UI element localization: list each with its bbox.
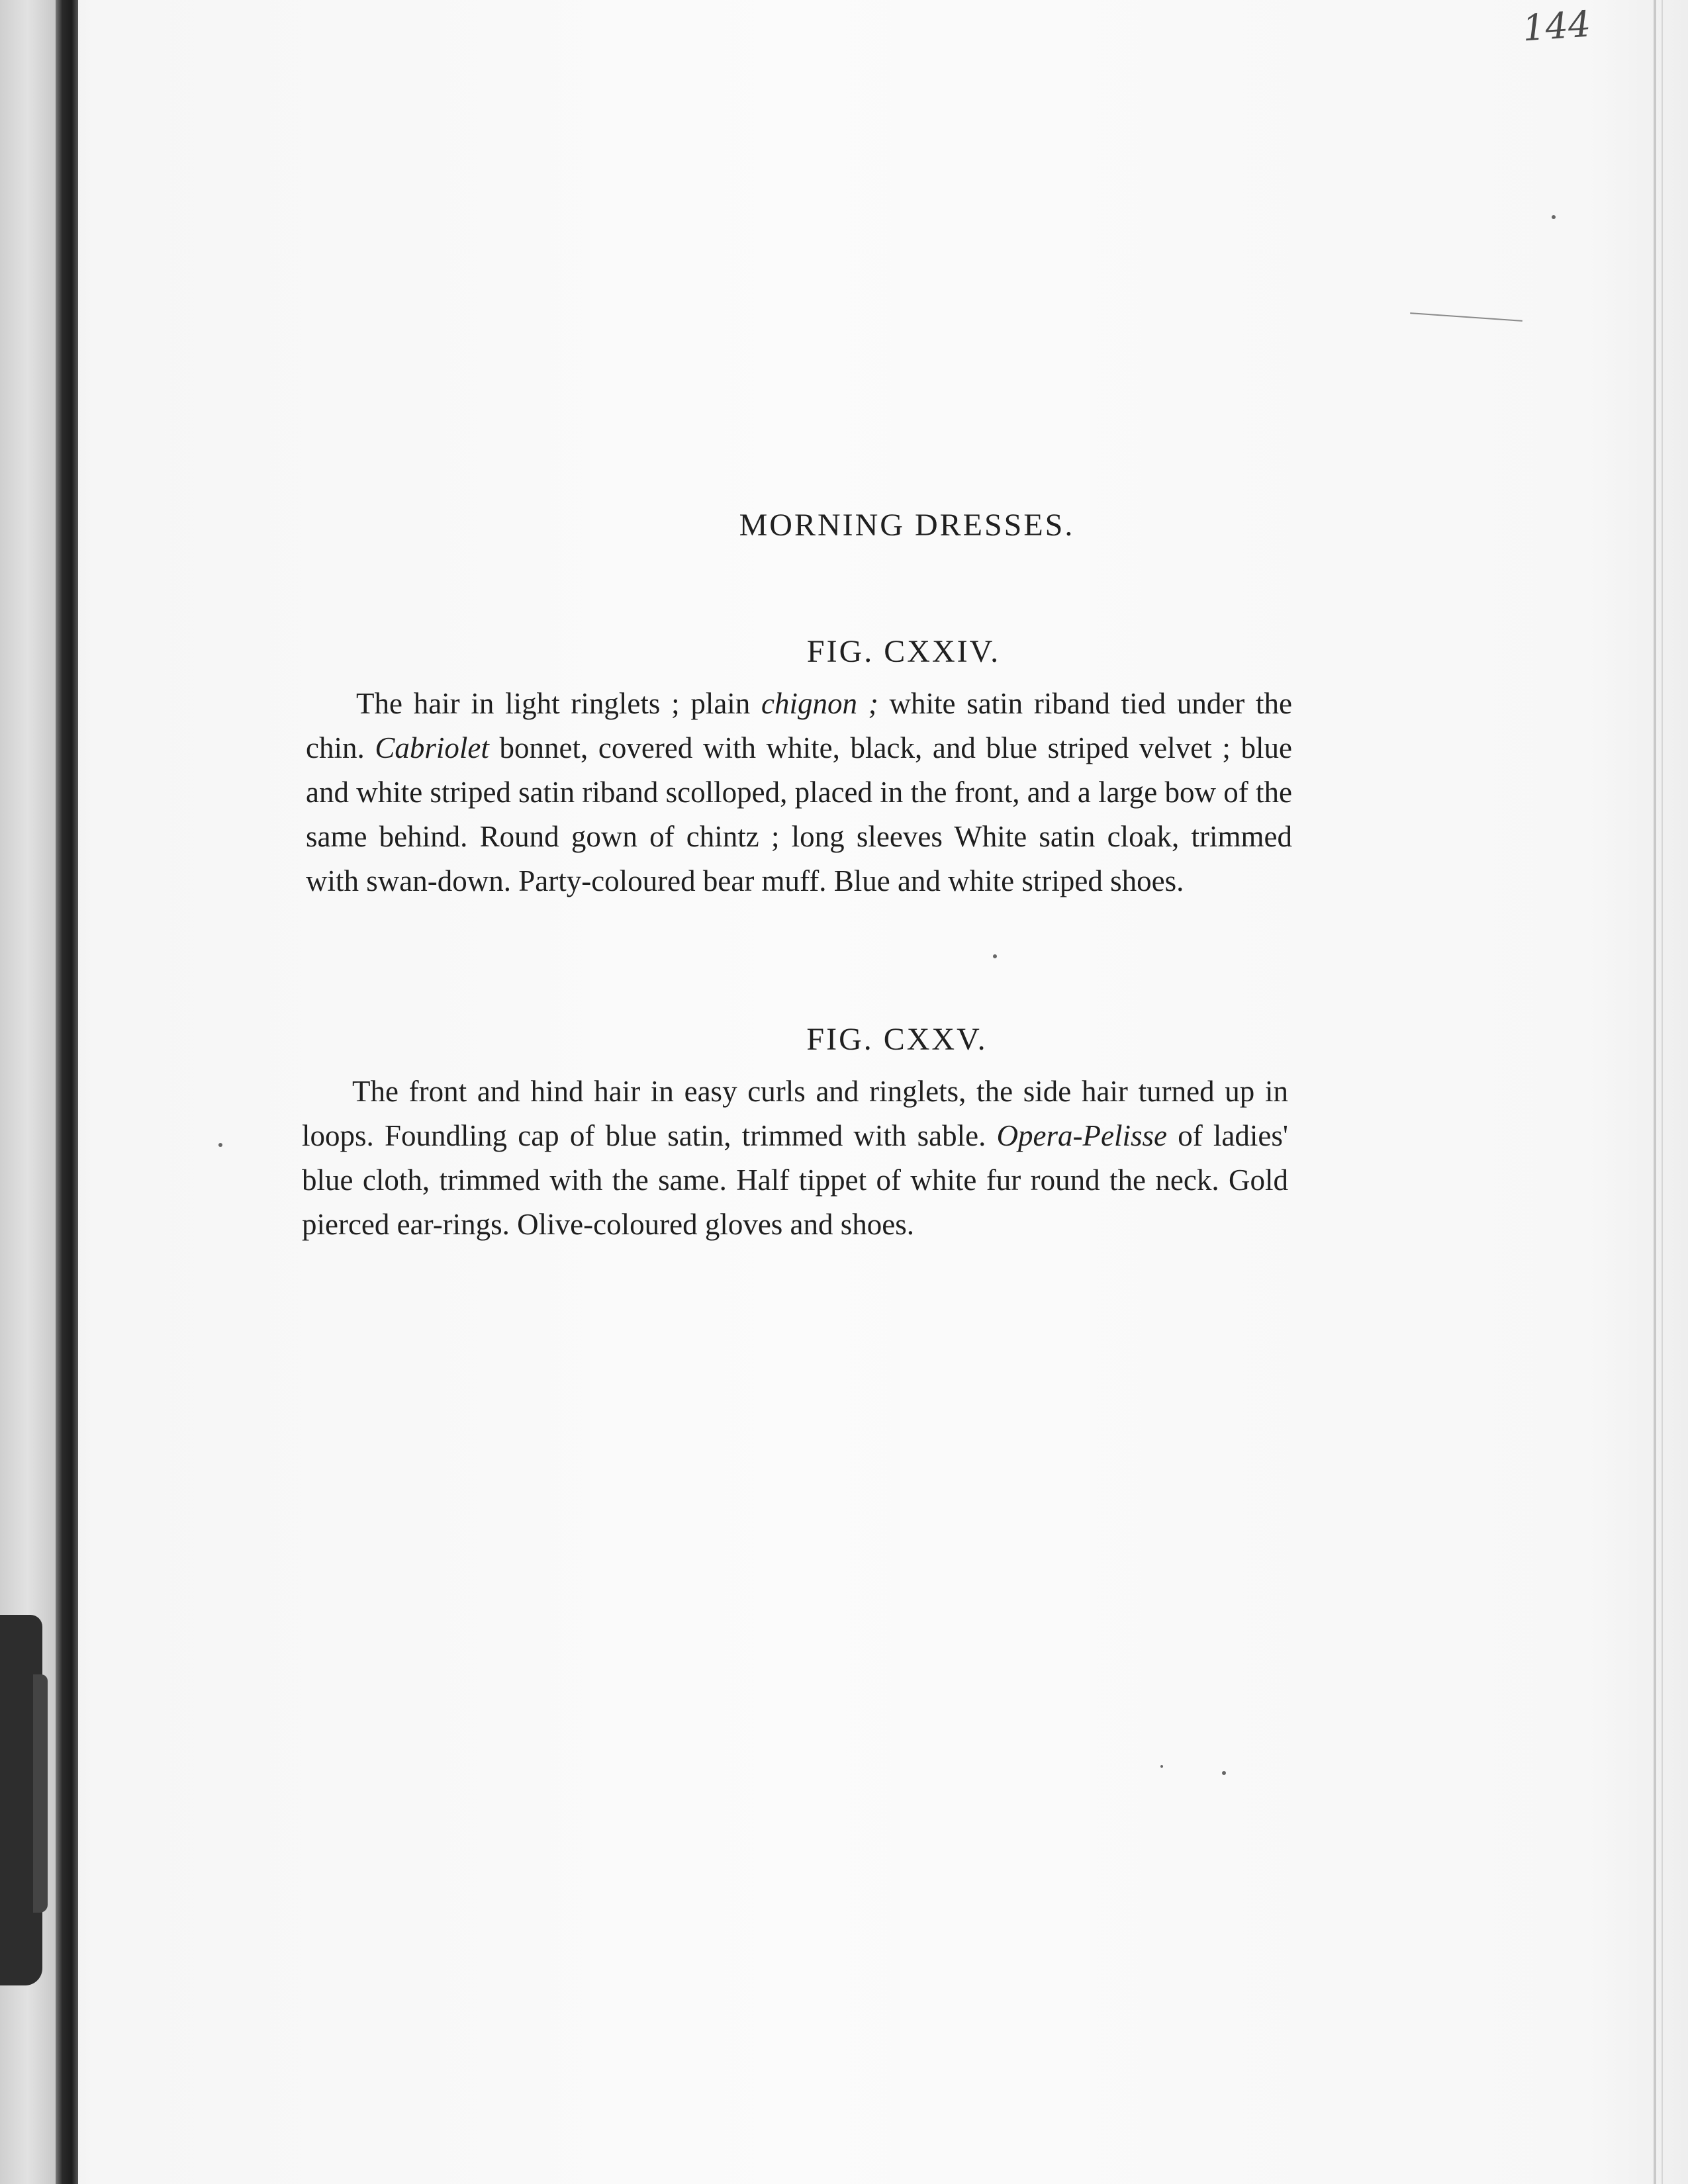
section-heading-fig-cxxv: FIG. CXXV. bbox=[806, 1022, 988, 1057]
text-run: of ladies' blue cloth, trimmed with the same. Half tippet of white fur round the neck. Gold pierced ear-rings. Olive-coloured gloves and shoes. bbox=[302, 1119, 1288, 1241]
text-run-italic: Cabriolet bbox=[375, 731, 489, 764]
speck bbox=[1160, 1765, 1163, 1768]
speck bbox=[1222, 1771, 1226, 1775]
text-run-italic: Opera-Pelisse bbox=[996, 1119, 1167, 1152]
text-run: bonnet, covered with white, black, and blue striped velvet ; blue and white striped satin riband scolloped, placed in the front, and a large bow of the same behind. Round gown of chintz ; long sleeves White satin cloak, trimmed with swan-down. Party-coloured bear muff. Blue and white striped shoes. bbox=[306, 731, 1292, 897]
section-text-fig-cxxiv bbox=[306, 682, 1292, 903]
speck bbox=[218, 1143, 222, 1147]
book-spine-shadow bbox=[56, 0, 78, 2184]
text-run: white satin riband tied under the chin. bbox=[306, 687, 1293, 764]
ink-stain-secondary bbox=[33, 1674, 48, 1913]
speck bbox=[993, 954, 997, 958]
text-run: The front and hind hair in easy curls and ringlets, the side hair turned up in loops. Foundling cap of blue satin, trimmed with sable. bbox=[302, 1075, 1288, 1152]
text-run-italic: chignon ; bbox=[761, 687, 878, 720]
text-run: The hair in light ringlets ; plain bbox=[356, 687, 762, 720]
section-heading-fig-cxxiv: FIG. CXXIV. bbox=[806, 634, 1001, 669]
page-edge-line-inner bbox=[1662, 0, 1663, 2184]
speck bbox=[1552, 215, 1556, 219]
page-edge-line bbox=[1654, 0, 1656, 2184]
page-title: MORNING DRESSES. bbox=[739, 508, 1075, 543]
pencil-stroke bbox=[1410, 312, 1523, 322]
section-text-fig-cxxv bbox=[302, 1069, 1288, 1247]
page-number: 144 bbox=[1521, 3, 1593, 50]
